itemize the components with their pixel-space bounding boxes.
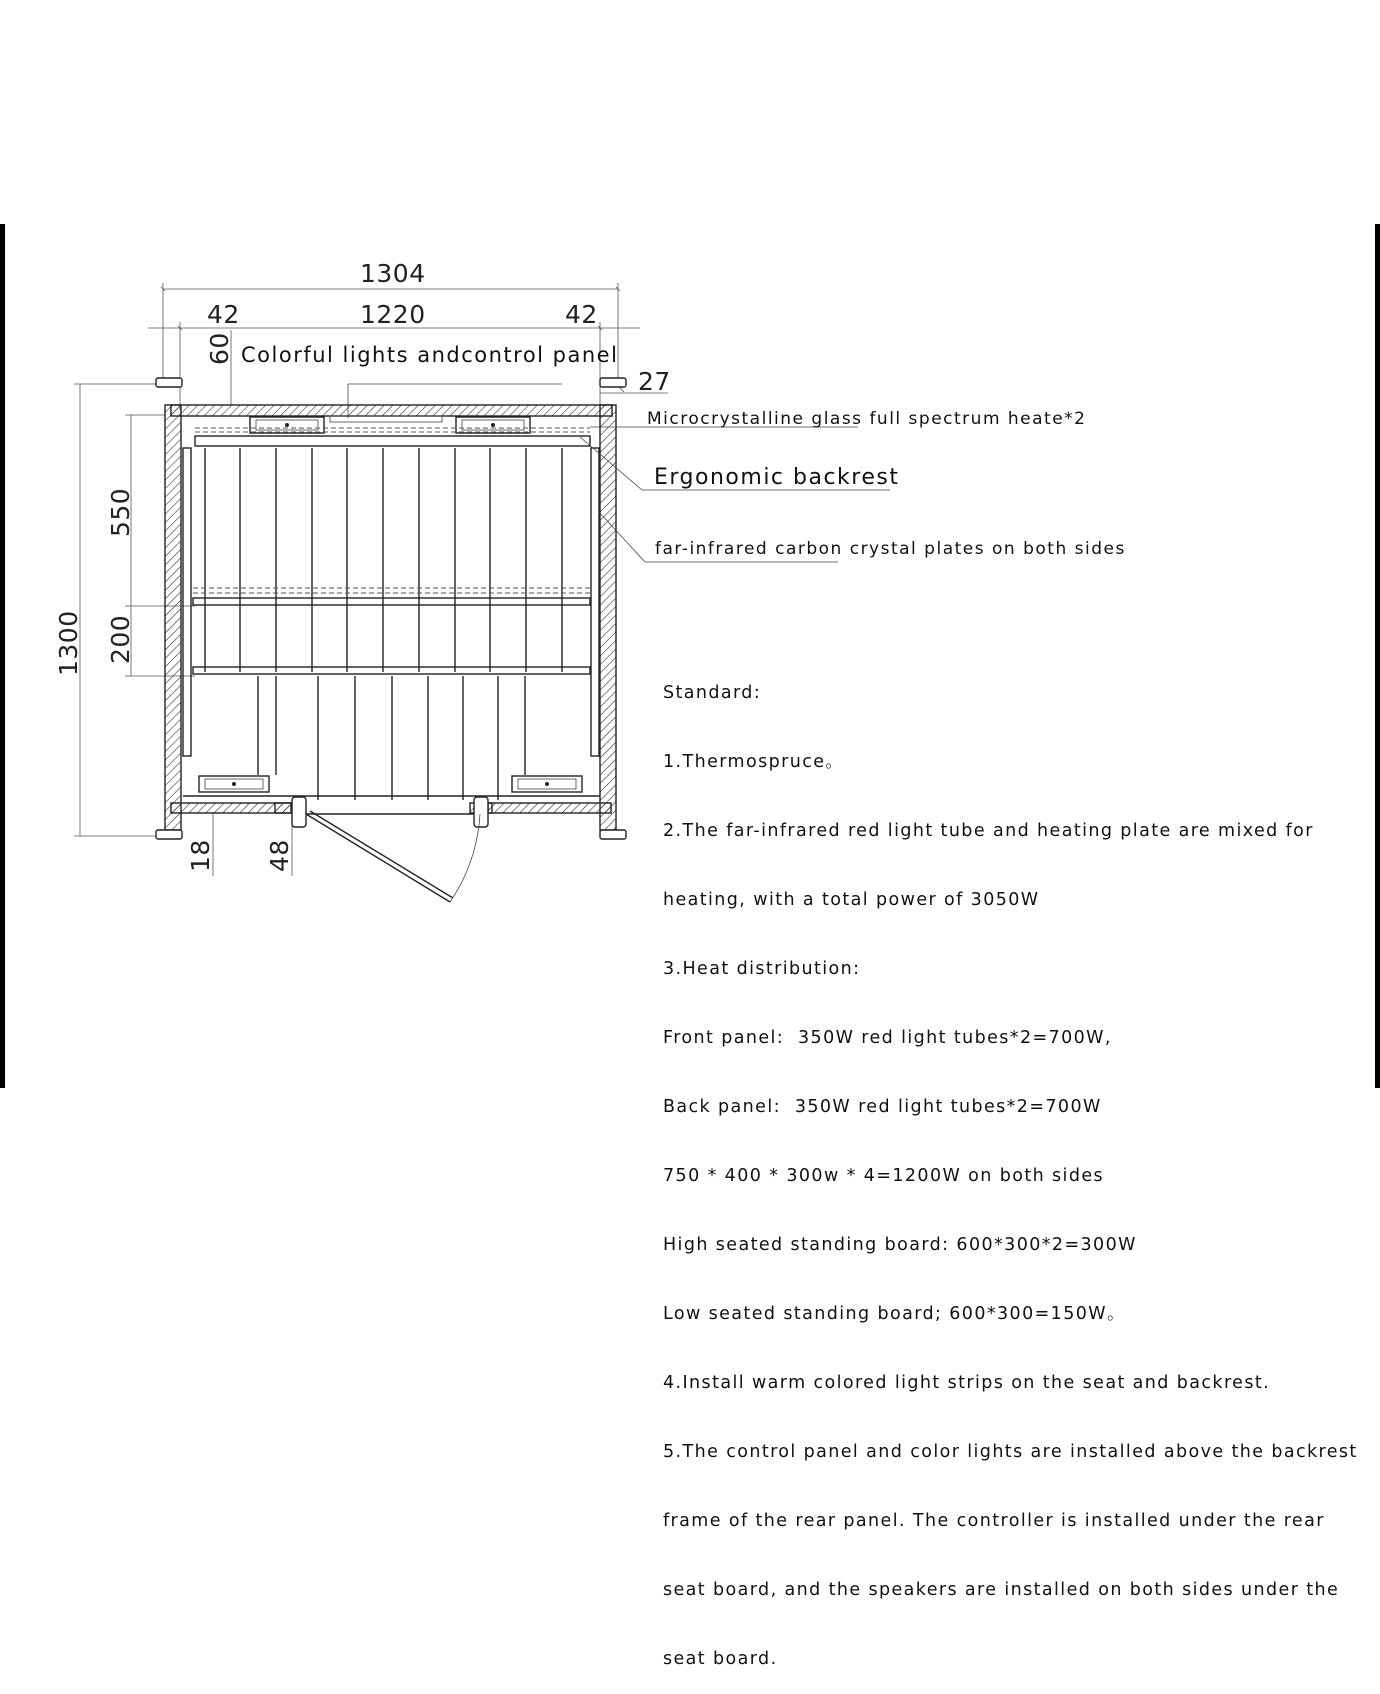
note-line: High seated standing board: 600*300*2=300W [663, 1235, 1137, 1255]
dim-door-offset: 48 [265, 839, 294, 872]
label-side-plates: far-infrared carbon crystal plates on both sides [655, 539, 1126, 559]
note-line: Front panel: 350W red light tubes*2=700W, [663, 1028, 1112, 1048]
note-line: 5.The control panel and color lights are installed above the backrest [663, 1442, 1358, 1462]
specification-notes [663, 636, 1363, 1694]
door [275, 797, 492, 902]
note-line: 4.Install warm colored light strips on the seat and backrest. [663, 1373, 1271, 1393]
dim-backrest-height: 550 [106, 487, 135, 537]
top-dimensions [148, 259, 671, 410]
note-line: 3.Heat distribution: [663, 959, 861, 979]
dim-seat-depth: 200 [106, 614, 135, 664]
heater-strip [195, 416, 590, 446]
cabin-walls [156, 378, 626, 839]
note-line: Back panel: 350W red light tubes*2=700W [663, 1097, 1102, 1117]
note-line: Low seated standing board; 600*300=150W。 [663, 1304, 1126, 1324]
backrest-slats [205, 448, 562, 672]
note-line: 1.Thermospruce。 [663, 752, 845, 772]
dim-panel-thickness: 27 [638, 367, 671, 396]
floor-slats [258, 676, 525, 800]
seat-boards [193, 588, 590, 674]
dim-top-offset: 60 [205, 332, 234, 365]
side-plates [183, 448, 599, 756]
note-line: Standard: [663, 683, 762, 703]
note-line: seat board. [663, 1649, 778, 1669]
note-line: seat board, and the speakers are installed on both sides under the [663, 1580, 1340, 1600]
dim-overall-depth: 1300 [54, 610, 83, 676]
dim-inner-width: 1220 [360, 300, 426, 329]
note-line: 750 * 400 * 300w * 4=1200W on both sides [663, 1166, 1105, 1186]
label-heater: Microcrystalline glass full spectrum heate*2 [647, 409, 1087, 429]
note-line: frame of the rear panel. The controller is installed under the rear [663, 1511, 1325, 1531]
label-lights-panel: Colorful lights andcontrol panel [241, 343, 619, 367]
dim-overall-width: 1304 [360, 259, 426, 288]
dim-floor-offset: 18 [186, 839, 215, 872]
note-line: heating, with a total power of 3050W [663, 890, 1040, 910]
dim-side-left: 42 [207, 300, 240, 329]
note-line: 2.The far-infrared red light tube and heating plate are mixed for [663, 821, 1314, 841]
bottom-dimensions [186, 812, 294, 876]
label-backrest: Ergonomic backrest [654, 465, 900, 490]
dim-side-right: 42 [565, 300, 598, 329]
